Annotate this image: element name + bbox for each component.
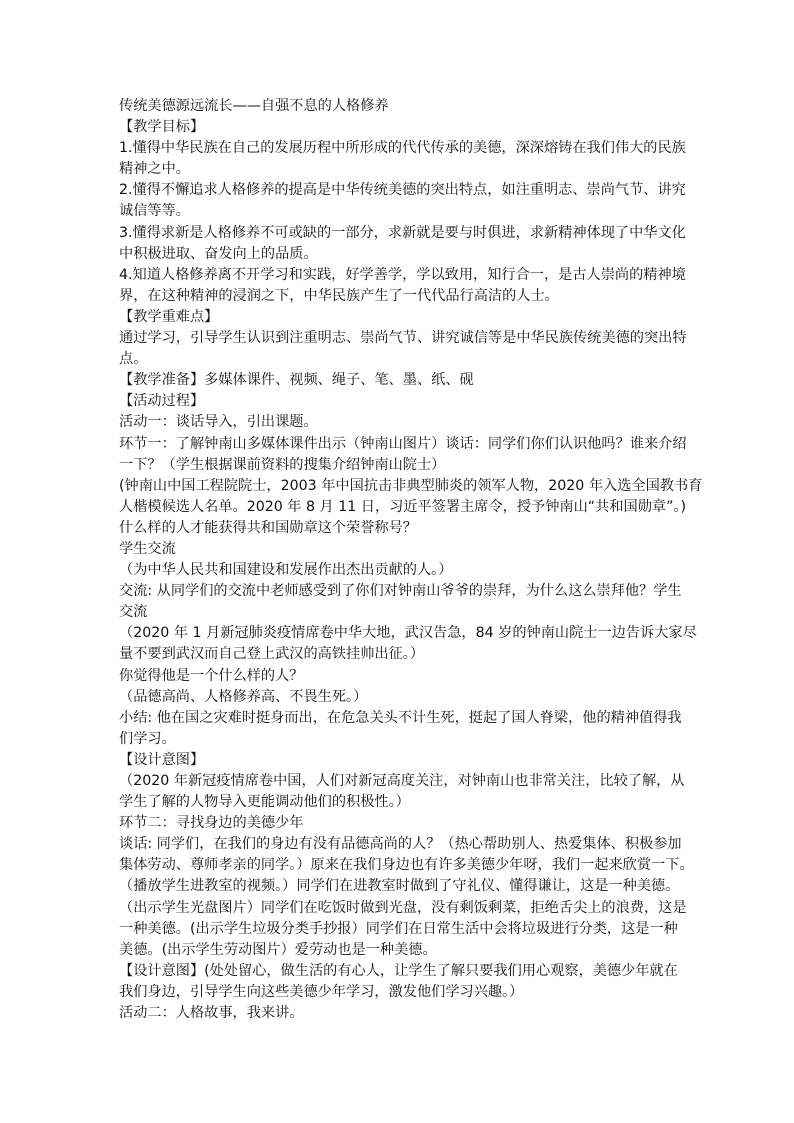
text-line: 环节二：寻找身边的美德少年 bbox=[119, 815, 304, 832]
text-line: 什么样的人才能获得共和国勋章这个荣誉称号？ bbox=[119, 519, 417, 536]
text-line: 3.懂得求新是人格修养不可或缺的一部分，求新就是要与时俱进，求新精神体现了中华文化 bbox=[119, 224, 686, 241]
text-line: 们学习。 bbox=[119, 730, 176, 747]
text-line: 【设计意图】(处处留心，做生活的有心人，让学生了解只要我们用心观察，美德少年就在 bbox=[119, 962, 678, 979]
text-line: 我们身边，引导学生向这些美德少年学习，激发他们学习兴趣。） bbox=[119, 983, 524, 1000]
text-line: 交流: 从同学们的交流中老师感受到了你们对钟南山爷爷的崇拜，为什么这么崇拜他？学生 bbox=[119, 583, 682, 600]
text-line: 小结: 他在国之灾难时挺身而出，在危急关头不计生死，挺起了国人脊梁，他的精神值得我 bbox=[119, 709, 682, 726]
text-line: （2020 年新冠疫情席卷中国，人们对新冠高度关注，对钟南山也非常关注，比较了解，从 bbox=[119, 773, 685, 789]
section-heading-key-points: 【教学重难点】 bbox=[119, 308, 219, 325]
text-line: 中积极进取、奋发向上的品质。 bbox=[119, 245, 318, 262]
text-line: 你觉得他是一个什么样的人？ bbox=[119, 667, 304, 684]
text-line: 精神之中。 bbox=[119, 161, 190, 178]
text-line: (钟南山中国工程院院士，2003 年中国抗击非典型肺炎的领军人物，2020 年入选全国教书育 bbox=[119, 477, 703, 494]
text-line: （播放学生进教室的视频。）同学们在进教室时做到了守礼仪、懂得谦让，这是一种美德。 bbox=[119, 878, 680, 895]
text-line: 量不要到武汉而自己登上武汉的高铁挂帅出征。） bbox=[119, 646, 425, 663]
text-line: （出示学生光盘图片）同学们在吃饭时做到光盘，没有剩饭剩菜，拒绝舌尖上的浪费，这是 bbox=[119, 899, 687, 916]
text-line: 交流 bbox=[119, 604, 148, 621]
section-heading-process: 【活动过程】 bbox=[119, 393, 205, 410]
text-line: 4.知道人格修养离不开学习和实践，好学善学，学以致用，知行合一，是古人崇尚的精神境 bbox=[119, 266, 686, 283]
text-line: 2.懂得不懈追求人格修养的提高是中华传统美德的突出特点，如注重明志、崇尚气节、讲究 bbox=[119, 182, 686, 199]
section-heading-preparation: 【教学准备】多媒体课件、视频、绳子、笔、墨、纸、砚 bbox=[119, 372, 474, 389]
text-line: 一种美德。(出示学生垃圾分类手抄报）同学们在日常生活中会将垃圾进行分类，这是一种 bbox=[119, 920, 678, 937]
text-line: 谈话: 同学们，在我们的身边有没有品德高尚的人？（热心帮助别人、热爱集体、积极参加 bbox=[119, 836, 682, 853]
text-line: 活动二：人格故事，我来讲。 bbox=[119, 1005, 304, 1022]
section-heading-design-intent: 【设计意图】 bbox=[119, 751, 205, 768]
text-line: 学生了解的人物导入更能调动他们的积极性。） bbox=[119, 794, 410, 811]
text-line: 点。 bbox=[119, 351, 148, 368]
text-line: 美德。(出示学生劳动图片）爱劳动也是一种美德。 bbox=[119, 941, 437, 958]
document-page bbox=[119, 96, 703, 1024]
text-line: 界，在这种精神的浸润之下，中华民族产生了一代代品行高洁的人士。 bbox=[119, 287, 559, 304]
text-line: 环节一：了解钟南山多媒体课件出示（钟南山图片）谈话：同学们你们认识他吗？谁来介绍 bbox=[119, 435, 687, 452]
section-heading-objectives: 【教学目标】 bbox=[119, 119, 205, 136]
text-line: 一下？（学生根据课前资料的搜集介绍钟南山院士） bbox=[119, 456, 446, 473]
text-line: 学生交流 bbox=[119, 540, 176, 557]
text-line: 通过学习，引导学生认识到注重明志、崇尚气节、讲究诚信等是中华民族传统美德的突出特 bbox=[119, 330, 687, 347]
text-line: 诚信等等。 bbox=[119, 203, 190, 220]
text-line: （为中华人民共和国建设和发展作出杰出贡献的人。） bbox=[119, 562, 453, 579]
document-title: 传统美德源远流长——自强不息的人格修养 bbox=[119, 98, 389, 114]
text-line: （2020 年 1 月新冠肺炎疫情席卷中华大地，武汉告急，84 岁的钟南山院士一边告诉大家尽 bbox=[119, 625, 697, 642]
text-line: 活动一：谈话导入，引出课题。 bbox=[119, 414, 318, 431]
text-line: 集体劳动、尊师孝亲的同学。）原来在我们身边也有许多美德少年呀，我们一起来欣赏一下。 bbox=[119, 857, 694, 874]
text-line: （品德高尚、人格修养高、不畏生死。） bbox=[119, 688, 368, 705]
text-line: 1.懂得中华民族在自己的发展历程中所形成的代代传承的美德，深深熔铸在我们伟大的民族 bbox=[119, 140, 686, 157]
text-line: 人楷模候选人名单。2020 年 8 月 11 日，习近平签署主席令，授予钟南山“共和国勋章”。) bbox=[119, 498, 687, 515]
